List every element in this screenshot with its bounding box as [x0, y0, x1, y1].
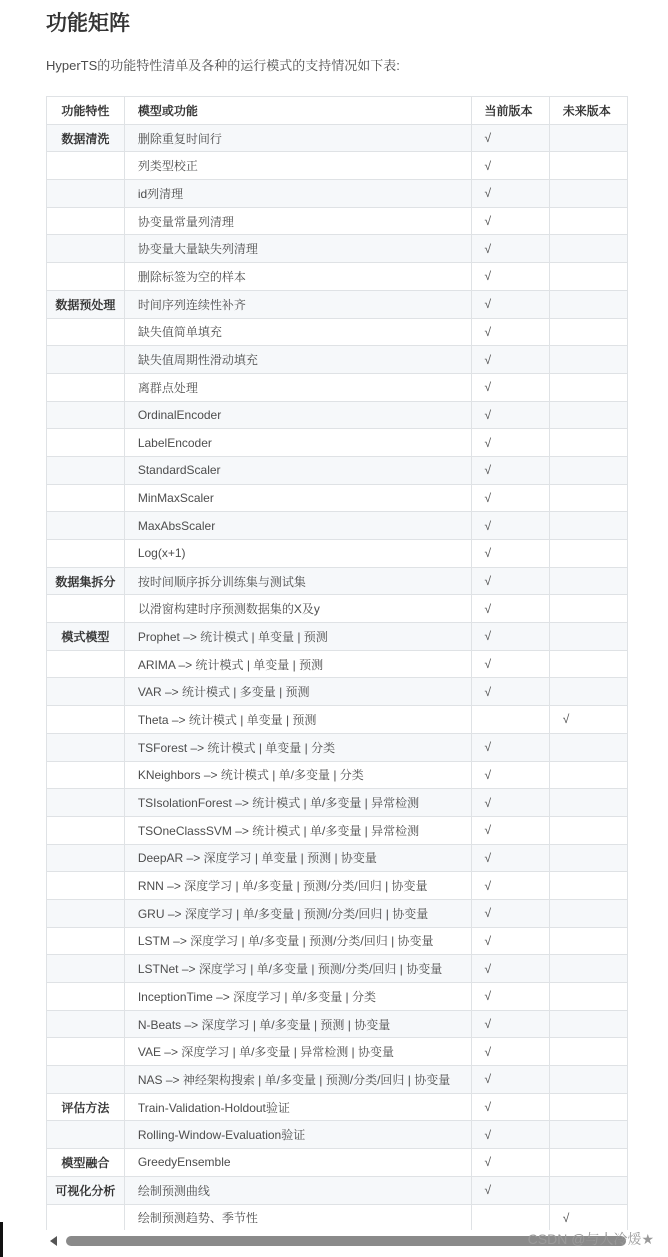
model-cell: VAE –> 深度学习 | 单/多变量 | 异常检测 | 协变量 — [124, 1038, 471, 1066]
table-row — [47, 623, 628, 651]
current-version-cell: √ — [471, 180, 549, 208]
feature-cell — [47, 484, 125, 512]
table-row — [47, 235, 628, 263]
table-row — [47, 1066, 628, 1094]
current-version-cell: √ — [471, 1093, 549, 1121]
header-model: 模型或功能 — [124, 97, 471, 125]
model-cell: 协变量大量缺失列清理 — [124, 235, 471, 263]
feature-cell — [47, 595, 125, 623]
future-version-cell — [549, 1149, 627, 1177]
model-cell: Log(x+1) — [124, 540, 471, 568]
future-version-cell — [549, 761, 627, 789]
table-row — [47, 1121, 628, 1149]
table-row — [47, 872, 628, 900]
table-header-row — [47, 97, 628, 125]
table-row — [47, 456, 628, 484]
future-version-cell — [549, 401, 627, 429]
model-cell: DeepAR –> 深度学习 | 单变量 | 预测 | 协变量 — [124, 844, 471, 872]
feature-cell — [47, 1010, 125, 1038]
model-cell: RNN –> 深度学习 | 单/多变量 | 预测/分类/回归 | 协变量 — [124, 872, 471, 900]
feature-cell: 可视化分析 — [47, 1176, 125, 1204]
table-row — [47, 373, 628, 401]
current-version-cell: √ — [471, 540, 549, 568]
table-row — [47, 899, 628, 927]
current-version-cell: √ — [471, 1066, 549, 1094]
current-version-cell: √ — [471, 733, 549, 761]
future-version-cell — [549, 346, 627, 374]
model-cell: 时间序列连续性补齐 — [124, 290, 471, 318]
feature-cell — [47, 1204, 125, 1230]
feature-cell — [47, 706, 125, 734]
current-version-cell: √ — [471, 373, 549, 401]
current-version-cell: √ — [471, 235, 549, 263]
text-cursor-mark — [0, 1222, 3, 1257]
model-cell: ARIMA –> 统计模式 | 单变量 | 预测 — [124, 650, 471, 678]
watermark: CSDN @与人冷煖★ — [527, 1231, 654, 1247]
model-cell: 缺失值简单填充 — [124, 318, 471, 346]
table-row — [47, 1149, 628, 1177]
future-version-cell — [549, 540, 627, 568]
feature-cell — [47, 844, 125, 872]
feature-cell: 评估方法 — [47, 1093, 125, 1121]
current-version-cell: √ — [471, 1038, 549, 1066]
future-version-cell — [549, 1121, 627, 1149]
current-version-cell: √ — [471, 512, 549, 540]
model-cell: NAS –> 神经架构搜索 | 单/多变量 | 预测/分类/回归 | 协变量 — [124, 1066, 471, 1094]
current-version-cell: √ — [471, 263, 549, 291]
table-row — [47, 290, 628, 318]
header-feature: 功能特性 — [47, 97, 125, 125]
scroll-left-arrow-icon[interactable] — [50, 1236, 57, 1246]
feature-cell — [47, 263, 125, 291]
current-version-cell: √ — [471, 429, 549, 457]
future-version-cell — [549, 789, 627, 817]
current-version-cell: √ — [471, 623, 549, 651]
model-cell: 离群点处理 — [124, 373, 471, 401]
future-version-cell — [549, 650, 627, 678]
table-row — [47, 346, 628, 374]
table-row — [47, 1093, 628, 1121]
feature-cell: 模型融合 — [47, 1149, 125, 1177]
current-version-cell: √ — [471, 484, 549, 512]
feature-cell — [47, 789, 125, 817]
feature-cell — [47, 1066, 125, 1094]
feature-cell — [47, 401, 125, 429]
future-version-cell — [549, 623, 627, 651]
current-version-cell: √ — [471, 789, 549, 817]
feature-cell — [47, 346, 125, 374]
model-cell: N-Beats –> 深度学习 | 单/多变量 | 预测 | 协变量 — [124, 1010, 471, 1038]
table-row — [47, 1176, 628, 1204]
model-cell: 绘制预测趋势、季节性 — [124, 1204, 471, 1230]
model-cell: LSTNet –> 深度学习 | 单/多变量 | 预测/分类/回归 | 协变量 — [124, 955, 471, 983]
future-version-cell: √ — [549, 1204, 627, 1230]
model-cell: 删除标签为空的样本 — [124, 263, 471, 291]
future-version-cell — [549, 678, 627, 706]
future-version-cell — [549, 1176, 627, 1204]
feature-matrix-table — [46, 96, 628, 1230]
table-row — [47, 955, 628, 983]
current-version-cell: √ — [471, 346, 549, 374]
current-version-cell: √ — [471, 872, 549, 900]
current-version-cell: √ — [471, 899, 549, 927]
table-row — [47, 595, 628, 623]
model-cell: 绘制预测曲线 — [124, 1176, 471, 1204]
feature-cell — [47, 927, 125, 955]
future-version-cell — [549, 567, 627, 595]
table-row — [47, 1204, 628, 1230]
feature-cell — [47, 456, 125, 484]
feature-cell — [47, 1038, 125, 1066]
future-version-cell — [549, 263, 627, 291]
model-cell: TSOneClassSVM –> 统计模式 | 单/多变量 | 异常检测 — [124, 816, 471, 844]
future-version-cell — [549, 235, 627, 263]
model-cell: 协变量常量列清理 — [124, 207, 471, 235]
future-version-cell — [549, 955, 627, 983]
table-row — [47, 1038, 628, 1066]
future-version-cell — [549, 290, 627, 318]
model-cell: StandardScaler — [124, 456, 471, 484]
future-version-cell — [549, 983, 627, 1011]
intro-paragraph: HyperTS的功能特性清单及各种的运行模式的支持情况如下表: — [46, 58, 400, 73]
table-row — [47, 207, 628, 235]
future-version-cell — [549, 899, 627, 927]
future-version-cell — [549, 207, 627, 235]
feature-cell — [47, 429, 125, 457]
current-version-cell: √ — [471, 401, 549, 429]
model-cell: VAR –> 统计模式 | 多变量 | 预测 — [124, 678, 471, 706]
current-version-cell: √ — [471, 844, 549, 872]
future-version-cell — [549, 844, 627, 872]
current-version-cell: √ — [471, 1010, 549, 1038]
future-version-cell — [549, 1066, 627, 1094]
table-row — [47, 983, 628, 1011]
feature-cell — [47, 512, 125, 540]
model-cell: 以滑窗构建时序预测数据集的X及y — [124, 595, 471, 623]
future-version-cell — [549, 816, 627, 844]
current-version-cell: √ — [471, 1176, 549, 1204]
model-cell: KNeighbors –> 统计模式 | 单/多变量 | 分类 — [124, 761, 471, 789]
table-row — [47, 1010, 628, 1038]
table-row — [47, 152, 628, 180]
feature-cell — [47, 318, 125, 346]
feature-cell — [47, 872, 125, 900]
feature-cell: 数据清洗 — [47, 124, 125, 152]
current-version-cell: √ — [471, 124, 549, 152]
feature-cell — [47, 955, 125, 983]
model-cell: GRU –> 深度学习 | 单/多变量 | 预测/分类/回归 | 协变量 — [124, 899, 471, 927]
future-version-cell — [549, 152, 627, 180]
future-version-cell — [549, 1093, 627, 1121]
model-cell: Theta –> 统计模式 | 单变量 | 预测 — [124, 706, 471, 734]
current-version-cell: √ — [471, 1121, 549, 1149]
current-version-cell: √ — [471, 650, 549, 678]
current-version-cell: √ — [471, 1149, 549, 1177]
table-row — [47, 844, 628, 872]
feature-cell — [47, 1121, 125, 1149]
future-version-cell — [549, 927, 627, 955]
feature-cell — [47, 540, 125, 568]
model-cell: GreedyEnsemble — [124, 1149, 471, 1177]
current-version-cell: √ — [471, 955, 549, 983]
table-row — [47, 512, 628, 540]
table-row — [47, 816, 628, 844]
header-future-version: 未来版本 — [549, 97, 627, 125]
table-row — [47, 650, 628, 678]
table-row — [47, 567, 628, 595]
table-row — [47, 678, 628, 706]
model-cell: TSIsolationForest –> 统计模式 | 单/多变量 | 异常检测 — [124, 789, 471, 817]
table-row — [47, 927, 628, 955]
feature-matrix-table-container[interactable] — [46, 96, 628, 1230]
table-row — [47, 789, 628, 817]
page-title: 功能矩阵 — [46, 12, 130, 35]
future-version-cell: √ — [549, 706, 627, 734]
future-version-cell — [549, 595, 627, 623]
table-row — [47, 761, 628, 789]
header-current-version: 当前版本 — [471, 97, 549, 125]
feature-cell: 数据集拆分 — [47, 567, 125, 595]
feature-cell — [47, 899, 125, 927]
future-version-cell — [549, 429, 627, 457]
model-cell: LabelEncoder — [124, 429, 471, 457]
future-version-cell — [549, 318, 627, 346]
feature-cell — [47, 373, 125, 401]
table-row — [47, 263, 628, 291]
model-cell: LSTM –> 深度学习 | 单/多变量 | 预测/分类/回归 | 协变量 — [124, 927, 471, 955]
feature-cell: 数据预处理 — [47, 290, 125, 318]
future-version-cell — [549, 180, 627, 208]
table-row — [47, 733, 628, 761]
model-cell: 列类型校正 — [124, 152, 471, 180]
current-version-cell: √ — [471, 761, 549, 789]
feature-cell — [47, 733, 125, 761]
feature-cell — [47, 650, 125, 678]
table-row — [47, 124, 628, 152]
feature-cell — [47, 180, 125, 208]
feature-cell: 模式模型 — [47, 623, 125, 651]
table-row — [47, 706, 628, 734]
current-version-cell: √ — [471, 816, 549, 844]
current-version-cell: √ — [471, 595, 549, 623]
model-cell: Prophet –> 统计模式 | 单变量 | 预测 — [124, 623, 471, 651]
model-cell: MaxAbsScaler — [124, 512, 471, 540]
model-cell: 删除重复时间行 — [124, 124, 471, 152]
future-version-cell — [549, 484, 627, 512]
table-body — [47, 124, 628, 1230]
current-version-cell: √ — [471, 318, 549, 346]
current-version-cell: √ — [471, 207, 549, 235]
table-row — [47, 180, 628, 208]
feature-cell — [47, 207, 125, 235]
model-cell: InceptionTime –> 深度学习 | 单/多变量 | 分类 — [124, 983, 471, 1011]
future-version-cell — [549, 872, 627, 900]
table-row — [47, 540, 628, 568]
future-version-cell — [549, 373, 627, 401]
table-row — [47, 318, 628, 346]
future-version-cell — [549, 1010, 627, 1038]
table-row — [47, 401, 628, 429]
table-row — [47, 484, 628, 512]
future-version-cell — [549, 456, 627, 484]
future-version-cell — [549, 124, 627, 152]
current-version-cell: √ — [471, 927, 549, 955]
feature-cell — [47, 761, 125, 789]
future-version-cell — [549, 512, 627, 540]
model-cell: MinMaxScaler — [124, 484, 471, 512]
feature-cell — [47, 816, 125, 844]
current-version-cell: √ — [471, 678, 549, 706]
current-version-cell: √ — [471, 567, 549, 595]
model-cell: OrdinalEncoder — [124, 401, 471, 429]
current-version-cell — [471, 1204, 549, 1230]
feature-cell — [47, 235, 125, 263]
feature-cell — [47, 983, 125, 1011]
current-version-cell: √ — [471, 290, 549, 318]
model-cell: Rolling-Window-Evaluation验证 — [124, 1121, 471, 1149]
future-version-cell — [549, 1038, 627, 1066]
model-cell: Train-Validation-Holdout验证 — [124, 1093, 471, 1121]
model-cell: TSForest –> 统计模式 | 单变量 | 分类 — [124, 733, 471, 761]
future-version-cell — [549, 733, 627, 761]
feature-cell — [47, 152, 125, 180]
table-row — [47, 429, 628, 457]
current-version-cell: √ — [471, 456, 549, 484]
model-cell: 缺失值周期性滑动填充 — [124, 346, 471, 374]
model-cell: id列清理 — [124, 180, 471, 208]
model-cell: 按时间顺序拆分训练集与测试集 — [124, 567, 471, 595]
current-version-cell: √ — [471, 983, 549, 1011]
feature-cell — [47, 678, 125, 706]
current-version-cell — [471, 706, 549, 734]
current-version-cell: √ — [471, 152, 549, 180]
